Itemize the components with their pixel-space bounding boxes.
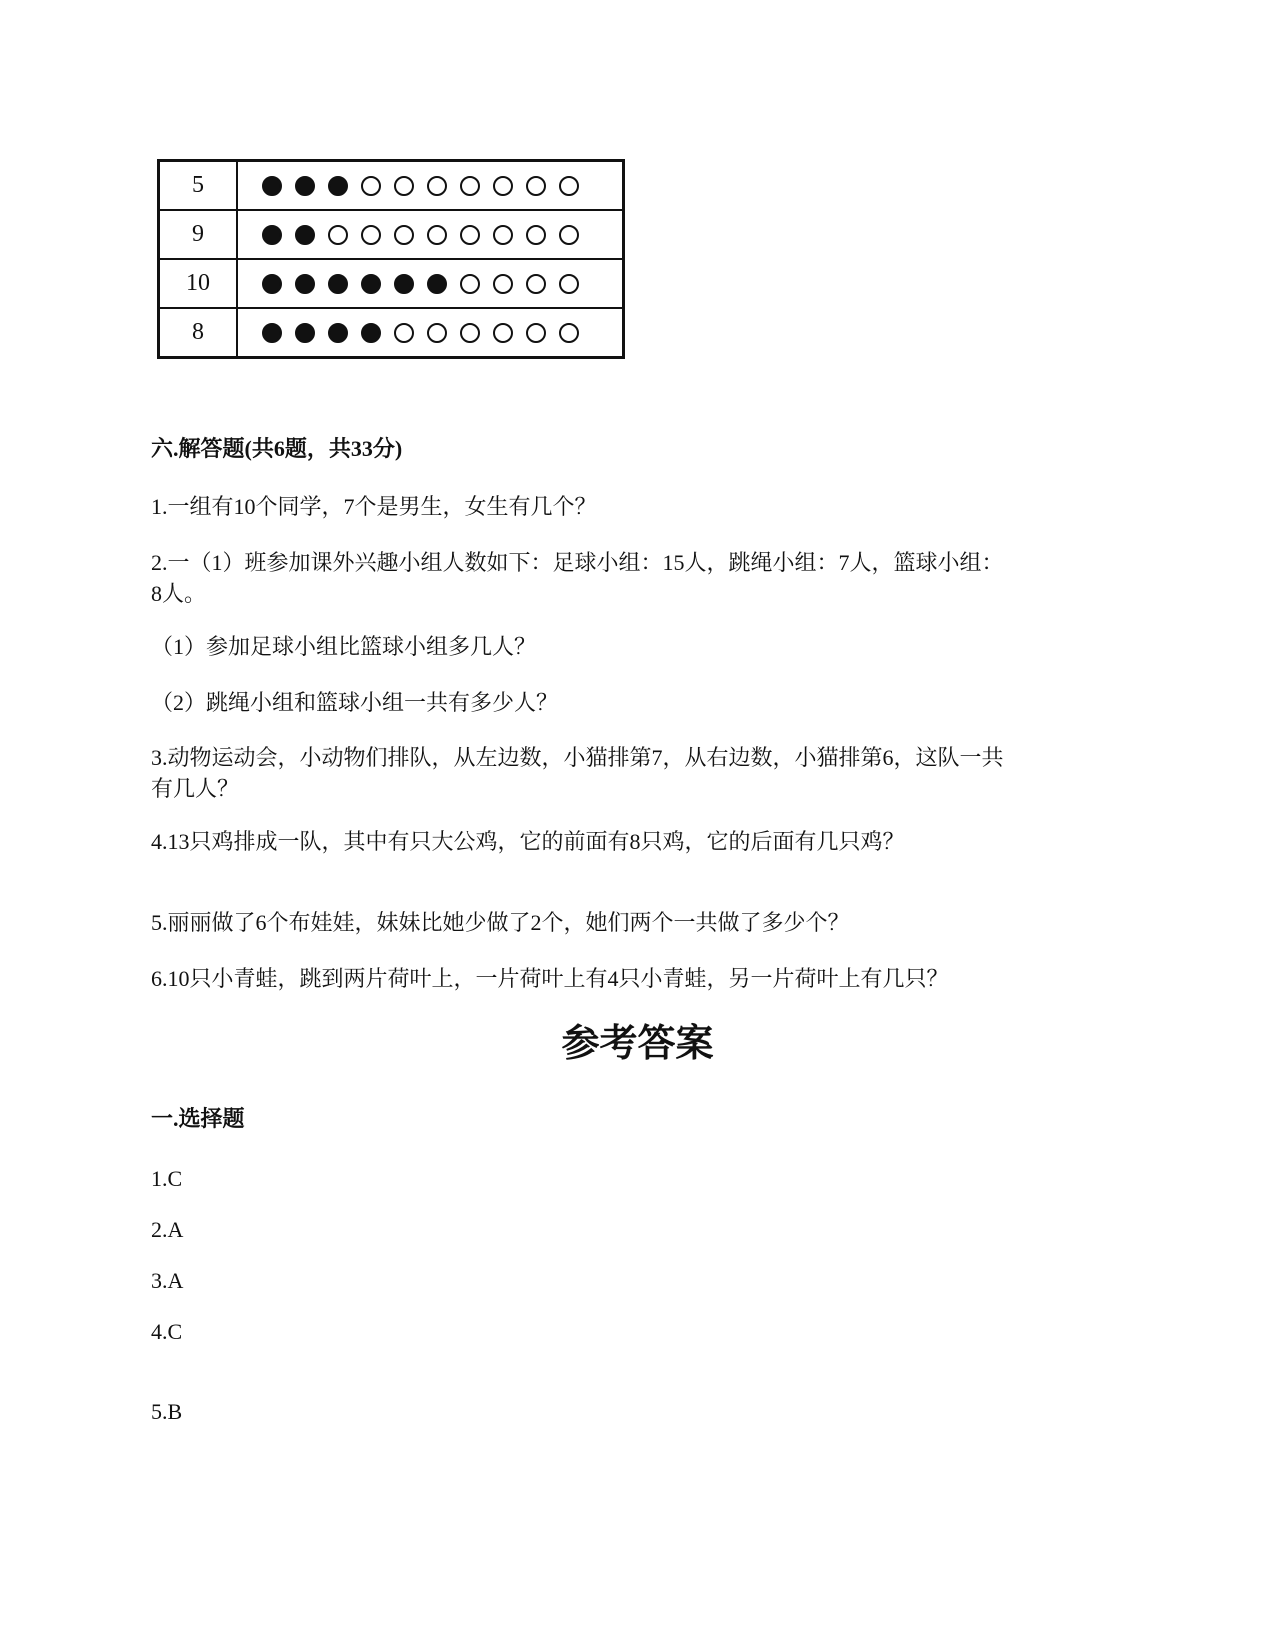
dot-table-number: 5 [159,161,238,211]
dot-table-row [159,259,624,308]
hollow-dot-icon [361,225,381,245]
dot-table-row [159,210,624,259]
question-4: 4.13只鸡排成一队，其中有只大公鸡，它的前面有8只鸡，它的后面有几只鸡？ [151,829,905,854]
hollow-dot-icon [559,274,579,294]
dot-table-dots-cell [237,308,624,358]
dot-table-dots-cell [237,259,624,308]
hollow-dot-icon [361,176,381,196]
filled-dot-icon [262,225,282,245]
dot-table-row [159,308,624,358]
hollow-dot-icon [460,323,480,343]
hollow-dot-icon [394,225,414,245]
question-2-sub-1: （1）参加足球小组比篮球小组多几人？ [151,634,537,659]
hollow-dot-icon [427,225,447,245]
answer-item: 5.B [151,1399,183,1424]
filled-dot-icon [361,274,381,294]
question-3-line-1: 3.动物运动会，小动物们排队，从左边数，小猫排第7，从右边数，小猫排第6，这队一共 [151,745,1004,770]
dot-table-number: 8 [159,308,238,358]
question-1: 1.一组有10个同学，7个是男生，女生有几个？ [151,494,597,519]
dot-counting-table [157,159,625,359]
answers-section-1-heading: 一.选择题 [151,1106,245,1131]
hollow-dot-icon [394,323,414,343]
filled-dot-icon [295,225,315,245]
hollow-dot-icon [559,323,579,343]
answer-item: 4.C [151,1319,183,1344]
filled-dot-icon [262,274,282,294]
filled-dot-icon [361,323,381,343]
question-2-sub-2: （2）跳绳小组和篮球小组一共有多少人？ [151,690,559,715]
question-2-line-2: 8人。 [151,581,207,606]
hollow-dot-icon [493,323,513,343]
answer-item: 1.C [151,1166,183,1191]
hollow-dot-icon [559,176,579,196]
hollow-dot-icon [493,274,513,294]
hollow-dot-icon [460,225,480,245]
question-3-line-2: 有几人？ [151,776,240,801]
hollow-dot-icon [427,176,447,196]
filled-dot-icon [328,176,348,196]
filled-dot-icon [295,323,315,343]
filled-dot-icon [328,323,348,343]
hollow-dot-icon [328,225,348,245]
hollow-dot-icon [460,176,480,196]
filled-dot-icon [328,274,348,294]
answers-title: 参考答案 [561,1020,714,1065]
hollow-dot-icon [427,323,447,343]
hollow-dot-icon [526,323,546,343]
question-6: 6.10只小青蛙，跳到两片荷叶上，一片荷叶上有4只小青蛙，另一片荷叶上有几只？ [151,966,949,991]
question-2-line-1: 2.一（1）班参加课外兴趣小组人数如下：足球小组：15人，跳绳小组：7人，篮球小组： [151,550,1004,575]
filled-dot-icon [394,274,414,294]
hollow-dot-icon [526,225,546,245]
hollow-dot-icon [526,274,546,294]
hollow-dot-icon [559,225,579,245]
dot-table-number: 10 [159,259,238,308]
filled-dot-icon [262,323,282,343]
hollow-dot-icon [394,176,414,196]
answer-item: 3.A [151,1268,184,1293]
hollow-dot-icon [493,225,513,245]
hollow-dot-icon [460,274,480,294]
dot-table-dots-cell [237,161,624,211]
question-5: 5.丽丽做了6个布娃娃，妹妹比她少做了2个，她们两个一共做了多少个？ [151,910,850,935]
filled-dot-icon [295,274,315,294]
filled-dot-icon [427,274,447,294]
section-6-heading: 六.解答题(共6题，共33分) [151,436,403,461]
dot-table-number: 9 [159,210,238,259]
dot-table-row [159,161,624,211]
answer-item: 2.A [151,1217,184,1242]
filled-dot-icon [262,176,282,196]
hollow-dot-icon [526,176,546,196]
filled-dot-icon [295,176,315,196]
dot-table-dots-cell [237,210,624,259]
hollow-dot-icon [493,176,513,196]
